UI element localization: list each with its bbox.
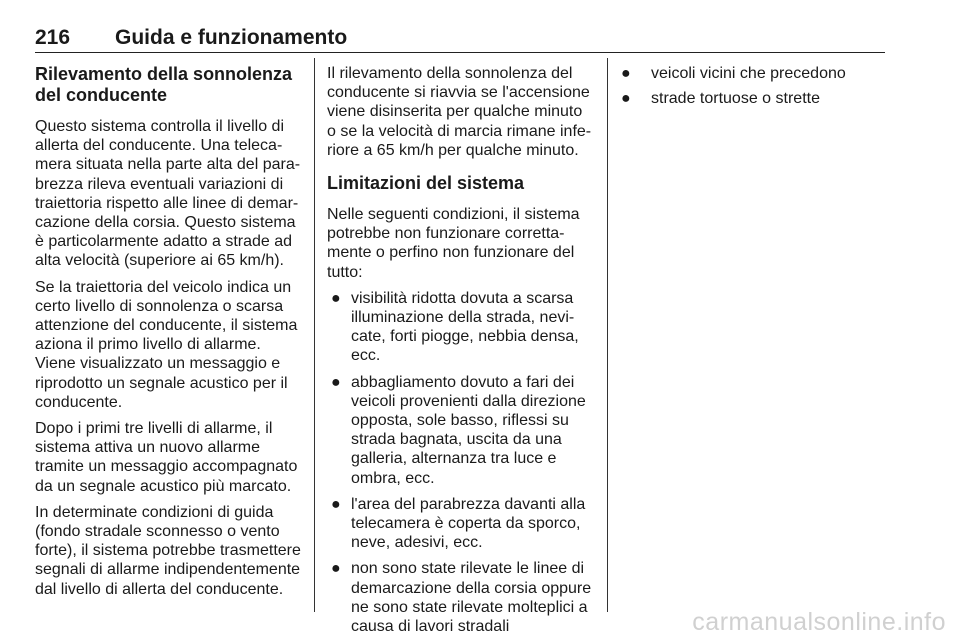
list-item: [621, 89, 887, 108]
section-heading: Rilevamento della sonnolenza del conducente: [35, 64, 293, 105]
list-item-text: strade tortuose o strette: [651, 90, 820, 108]
list-item-text: l'area del parabrezza davanti alla telecamera è coperta da sporco, neve, adesivi, ecc.: [351, 495, 586, 552]
paragraph: Questo sistema controlla il livello di allerta del conducente. Una telecamera situata nella parte alta del parabrezza rileva eventuali variazioni di traiettoria rispetto alle linee di demarcazione della corsia. Questo sistema è particolarmente adatto a strade ad alta velocità (superiore ai 65 km/h).: [35, 118, 301, 270]
list-item-text: visibilità ridotta dovuta a scarsa illuminazione della strada, nevicate, forti piogge, nebbia densa, ecc.: [351, 289, 579, 365]
watermark: carmanualsonline.info: [692, 608, 946, 636]
column-1: [35, 64, 301, 606]
limitations-list-continued: [621, 64, 887, 108]
bullet-icon: ●: [331, 289, 341, 307]
column-divider: [314, 58, 315, 612]
bullet-icon: ●: [331, 373, 341, 391]
page-header: [35, 26, 885, 53]
list-item: [327, 559, 593, 636]
bullet-icon: ●: [621, 90, 631, 108]
paragraph: Il rilevamento della sonnolenza del conducente si riavvia se l'accensione viene disinserita per qualche minuto o se la velocità di marcia rimane inferiore a 65 km/h per qualche minuto.: [327, 65, 592, 159]
list-item-text: abbagliamento dovuto a fari dei veicoli provenienti dalla direzione opposta, sole basso, riflessi su strada bagnata, uscita da una galleria, alternanza tra luce e ombra, ecc.: [351, 373, 586, 487]
list-item-text: veicoli vicini che precedono: [651, 65, 846, 82]
column-divider: [607, 58, 608, 612]
bullet-icon: ●: [331, 495, 341, 513]
limitations-list: [327, 289, 593, 636]
column-2: [327, 64, 593, 643]
bullet-icon: ●: [331, 560, 341, 578]
list-item: [327, 289, 593, 366]
list-item: [327, 495, 593, 553]
paragraph: Dopo i primi tre livelli di allarme, il sistema attiva un nuovo allarme tramite un messaggio accompagnato da un segnale acustico più marcato.: [35, 420, 298, 495]
column-3: [621, 64, 887, 114]
page-number: 216: [35, 26, 71, 49]
paragraph: In determinate condizioni di guida (fondo stradale sconnesso o vento forte), il sistema potrebbe trasmettere segnali di allarme indipendentemente dal livello di allerta del conducente.: [35, 503, 301, 598]
paragraph: Nelle seguenti condizioni, il sistema potrebbe non funzionare correttamente o perfino non funzionare del tutto:: [327, 206, 580, 281]
paragraph: Se la traiettoria del veicolo indica un certo livello di sonnolenza o scarsa attenzione del conducente, il sistema aziona il primo livello di allarme. Viene visualizzato un messaggio e riprodotto un segnale acustico per il conducente.: [35, 278, 298, 411]
chapter-title: Guida e funzionamento: [115, 26, 348, 49]
list-item: [621, 64, 887, 83]
list-item: [327, 373, 593, 488]
section-heading: Limitazioni del sistema: [327, 173, 525, 194]
bullet-icon: ●: [621, 65, 631, 82]
list-item-text: non sono state rilevate le linee di demarcazione della corsia oppure ne sono state rilevate molteplici a causa di lavori stradali: [351, 560, 592, 636]
